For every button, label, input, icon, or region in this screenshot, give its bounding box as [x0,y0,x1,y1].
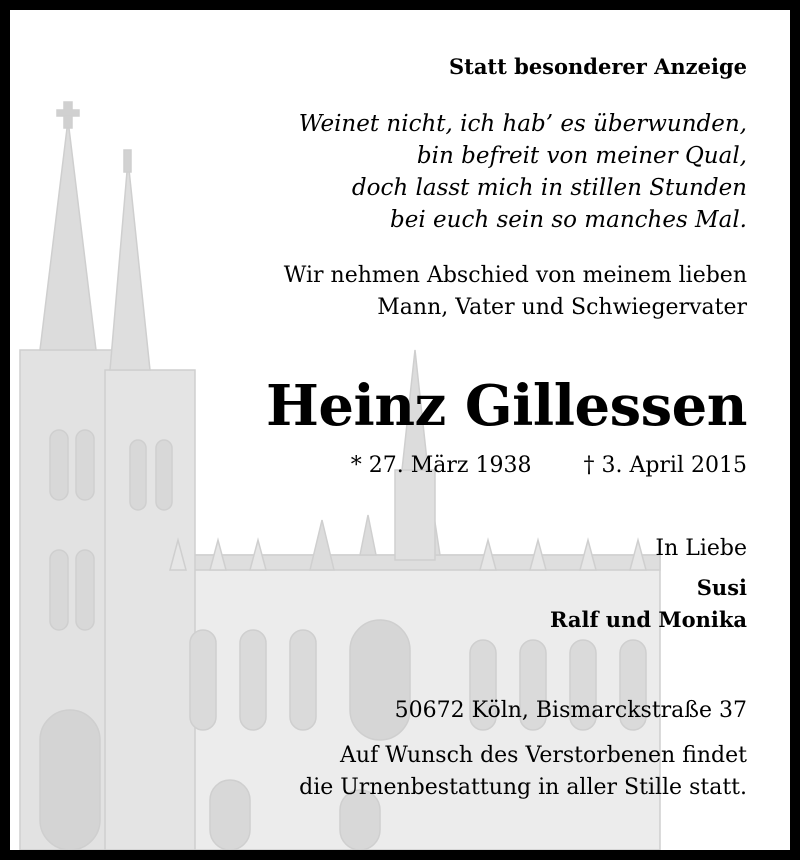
farewell-text [284,260,747,324]
poem-line: Weinet nicht, ich hab’ es überwunden, [298,111,747,137]
poem-line: bei euch sein so manches Mal. [390,207,747,233]
burial-line: Auf Wunsch des Verstorbenen findet [340,743,747,768]
life-dates [351,450,747,482]
poem-line: doch lasst mich in stillen Stunden [351,175,747,201]
poem-line: bin befreit von meiner Qual, [416,143,747,169]
farewell-line: Wir nehmen Abschied von meinem lieben [283,263,747,288]
birth-date: * 27. März 1938 [350,453,532,478]
deceased-name-text: Heinz Gillessen [266,373,747,439]
header-title: Statt besonderer Anzeige [448,54,747,79]
farewell-line: Mann, Vater und Schwiegervater [377,295,747,320]
burial-note [299,740,747,804]
regards-text: In Liebe [655,536,747,561]
burial-line: die Urnenbestattung in aller Stille statt. [299,775,747,800]
mourner-name: Ralf und Monika [549,607,747,632]
regards [655,533,747,565]
death-date: † 3. April 2015 [583,453,747,478]
notice-header [449,53,747,81]
mourner-name: Susi [696,575,747,600]
deceased-name [266,370,747,442]
poem [299,108,747,236]
address-text: 50672 Köln, Bismarckstraße 37 [394,698,747,723]
mourners [550,572,747,636]
address [395,695,747,727]
